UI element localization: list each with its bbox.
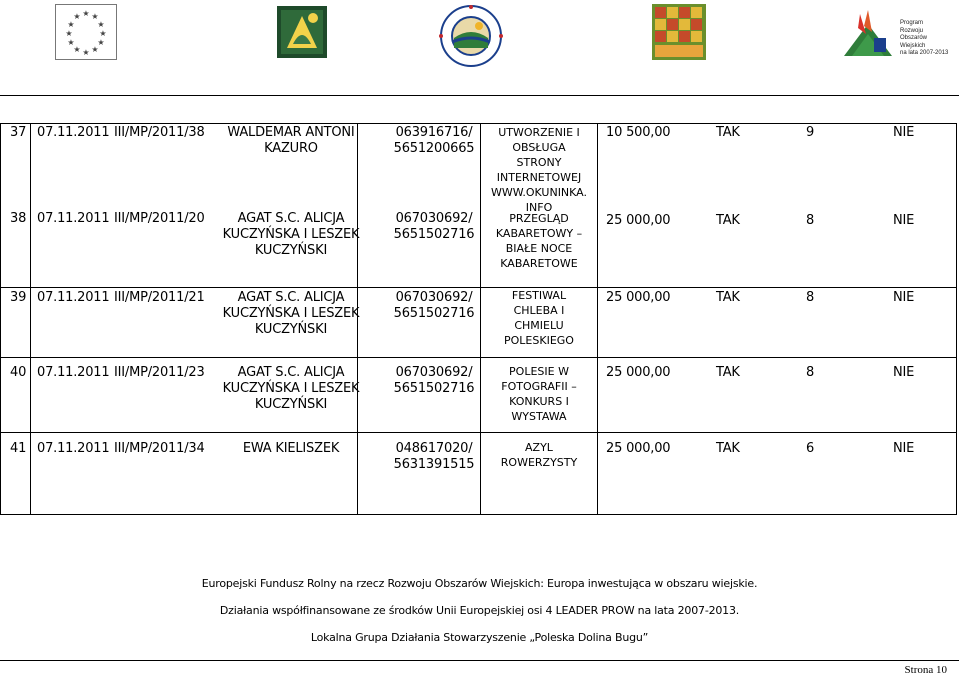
footer-rule xyxy=(0,660,959,661)
phone-line: 067030692/ xyxy=(395,365,473,380)
row-nie: NIE xyxy=(893,125,915,140)
applicant-line: KUCZYŃSKA I LESZEK xyxy=(222,227,360,242)
applicant-line: AGAT S.C. ALICJA xyxy=(237,365,345,380)
svg-text:★: ★ xyxy=(97,38,105,47)
row-date: 07.11.2011 xyxy=(37,125,110,140)
svg-text:★: ★ xyxy=(73,12,81,21)
row-count: 8 xyxy=(806,365,815,380)
phone-line: 067030692/ xyxy=(395,211,473,226)
svg-text:★: ★ xyxy=(91,45,99,54)
footer-line-3: Lokalna Grupa Działania Stowarzyszenie „Poleska Dolina Bugu” xyxy=(310,631,649,644)
row-applicant xyxy=(212,125,370,157)
row-date: 07.11.2011 xyxy=(37,290,110,305)
prow-text-line: Obszarów xyxy=(900,35,928,41)
description-line: FESTIWAL xyxy=(511,289,567,302)
row-amount: 25 000,00 xyxy=(606,213,671,228)
lgd-ln-logo xyxy=(652,4,706,62)
row-applicant xyxy=(212,211,370,259)
footer-line-2: Działania współfinansowane ze środków Unii Europejskiej osi 4 LEADER PROW na lata 2007-2013. xyxy=(219,604,740,617)
phone-line: 5651502716 xyxy=(393,381,475,396)
row-code: III/MP/2011/20 xyxy=(114,211,205,226)
applicant-line: KUCZYŃSKI xyxy=(254,243,328,258)
applicant-line: WALDEMAR ANTONI xyxy=(227,125,355,140)
row-amount: 25 000,00 xyxy=(606,365,671,380)
svg-text:★: ★ xyxy=(97,20,105,29)
description-line: KONKURS I xyxy=(509,395,569,408)
eu-flag-logo xyxy=(55,4,117,62)
description-line: OBSŁUGA xyxy=(512,141,566,154)
row-number: 37 xyxy=(10,125,27,140)
footer-line-1: Europejski Fundusz Rolny na rzecz Rozwoju Obszarów Wiejskich: Europa inwestująca w obszaru wiejskie. xyxy=(201,577,758,590)
description-line: WWW.OKUNINKA. xyxy=(490,186,588,199)
row-nie: NIE xyxy=(893,441,915,456)
row-phone xyxy=(387,125,481,157)
applicant-line: KUCZYŃSKA I LESZEK xyxy=(222,306,360,321)
applicant-line: KUCZYŃSKI xyxy=(254,322,328,337)
description-line: FOTOGRAFII – xyxy=(501,380,577,393)
row-code: III/MP/2011/34 xyxy=(114,441,205,456)
description-line: POLESKIEGO xyxy=(504,334,574,347)
phone-line: 5631391515 xyxy=(393,457,475,472)
prow-text-line: Wiejskich xyxy=(900,42,926,49)
svg-text:★: ★ xyxy=(99,29,107,38)
description-line: PRZEGLĄD xyxy=(509,212,569,225)
row-count: 8 xyxy=(806,290,815,305)
row-amount: 10 500,00 xyxy=(606,125,671,140)
column-divider xyxy=(597,123,598,515)
row-applicant xyxy=(212,365,370,413)
phone-line: 067030692/ xyxy=(395,290,473,305)
phone-line: 048617020/ xyxy=(395,441,473,456)
row-applicant xyxy=(212,290,370,338)
header-rule xyxy=(0,95,959,96)
row-number: 41 xyxy=(10,441,27,456)
row-phone xyxy=(387,211,481,243)
row-description xyxy=(484,125,594,215)
row-description xyxy=(484,288,594,348)
row-code: III/MP/2011/38 xyxy=(114,125,205,140)
row-phone xyxy=(387,441,481,473)
svg-text:★: ★ xyxy=(67,20,75,29)
description-line: AZYL xyxy=(525,441,553,454)
applicant-line: EWA KIELISZEK xyxy=(242,441,340,456)
row-description xyxy=(484,211,594,271)
description-line: POLESIE W xyxy=(509,365,569,378)
row-number: 40 xyxy=(10,365,27,380)
leader-logo xyxy=(277,4,327,62)
phone-line: 5651200665 xyxy=(393,141,475,156)
description-line: UTWORZENIE I xyxy=(498,126,580,139)
row-tak: TAK xyxy=(716,125,740,140)
phone-line: 5651502716 xyxy=(393,227,475,242)
row-tak: TAK xyxy=(716,365,740,380)
prow-text-line: na lata 2007-2013 xyxy=(900,50,949,56)
row-divider xyxy=(0,357,957,358)
svg-text:★: ★ xyxy=(65,29,73,38)
row-applicant xyxy=(212,441,370,457)
svg-text:★: ★ xyxy=(67,38,75,47)
applicant-line: KUCZYŃSKI xyxy=(254,397,328,412)
row-count: 8 xyxy=(806,213,815,228)
polesie-dolina-bugu-logo xyxy=(434,4,508,68)
page-number: Strona 10 xyxy=(904,664,947,676)
svg-text:★: ★ xyxy=(82,9,90,18)
description-line: WYSTAWA xyxy=(511,410,567,423)
description-line: ROWERZYSTY xyxy=(500,456,578,469)
row-tak: TAK xyxy=(716,213,740,228)
phone-line: 5651502716 xyxy=(393,306,475,321)
row-nie: NIE xyxy=(893,365,915,380)
applicant-line: AGAT S.C. ALICJA xyxy=(237,211,345,226)
row-count: 9 xyxy=(806,125,815,140)
svg-text:★: ★ xyxy=(82,48,90,57)
row-number: 39 xyxy=(10,290,27,305)
row-number: 38 xyxy=(10,211,27,226)
row-date: 07.11.2011 xyxy=(37,365,110,380)
prow-text-line: Rozwoju xyxy=(900,27,924,34)
description-line: CHMIELU xyxy=(514,319,564,332)
row-tak: TAK xyxy=(716,290,740,305)
row-divider xyxy=(0,287,957,288)
row-tak: TAK xyxy=(716,441,740,456)
row-date: 07.11.2011 xyxy=(37,441,110,456)
row-description xyxy=(484,440,594,470)
row-amount: 25 000,00 xyxy=(606,441,671,456)
prow-text-line: Program xyxy=(900,20,924,26)
row-code: III/MP/2011/21 xyxy=(114,290,205,305)
row-nie: NIE xyxy=(893,213,915,228)
applicant-line: KAZURO xyxy=(264,141,318,156)
description-line: INFO xyxy=(525,201,553,214)
description-line: KABARETOWE xyxy=(500,257,578,270)
description-line: CHLEBA I xyxy=(513,304,565,317)
row-amount: 25 000,00 xyxy=(606,290,671,305)
svg-text:★: ★ xyxy=(91,12,99,21)
row-date: 07.11.2011 xyxy=(37,211,110,226)
applicant-line: KUCZYŃSKA I LESZEK xyxy=(222,381,360,396)
row-nie: NIE xyxy=(893,290,915,305)
svg-text:★: ★ xyxy=(73,45,81,54)
row-phone xyxy=(387,290,481,322)
row-count: 6 xyxy=(806,441,815,456)
applicant-line: AGAT S.C. ALICJA xyxy=(237,290,345,305)
description-line: STRONY xyxy=(516,156,562,169)
phone-line: 063916716/ xyxy=(395,125,473,140)
row-description xyxy=(484,364,594,424)
row-divider xyxy=(0,432,957,433)
description-line: KABARETOWY – xyxy=(495,227,583,240)
description-line: INTERNETOWEJ xyxy=(496,171,582,184)
description-line: BIAŁE NOCE xyxy=(505,242,573,255)
row-phone xyxy=(387,365,481,397)
row-code: III/MP/2011/23 xyxy=(114,365,205,380)
column-divider xyxy=(30,123,31,515)
prow-logo xyxy=(838,4,956,62)
